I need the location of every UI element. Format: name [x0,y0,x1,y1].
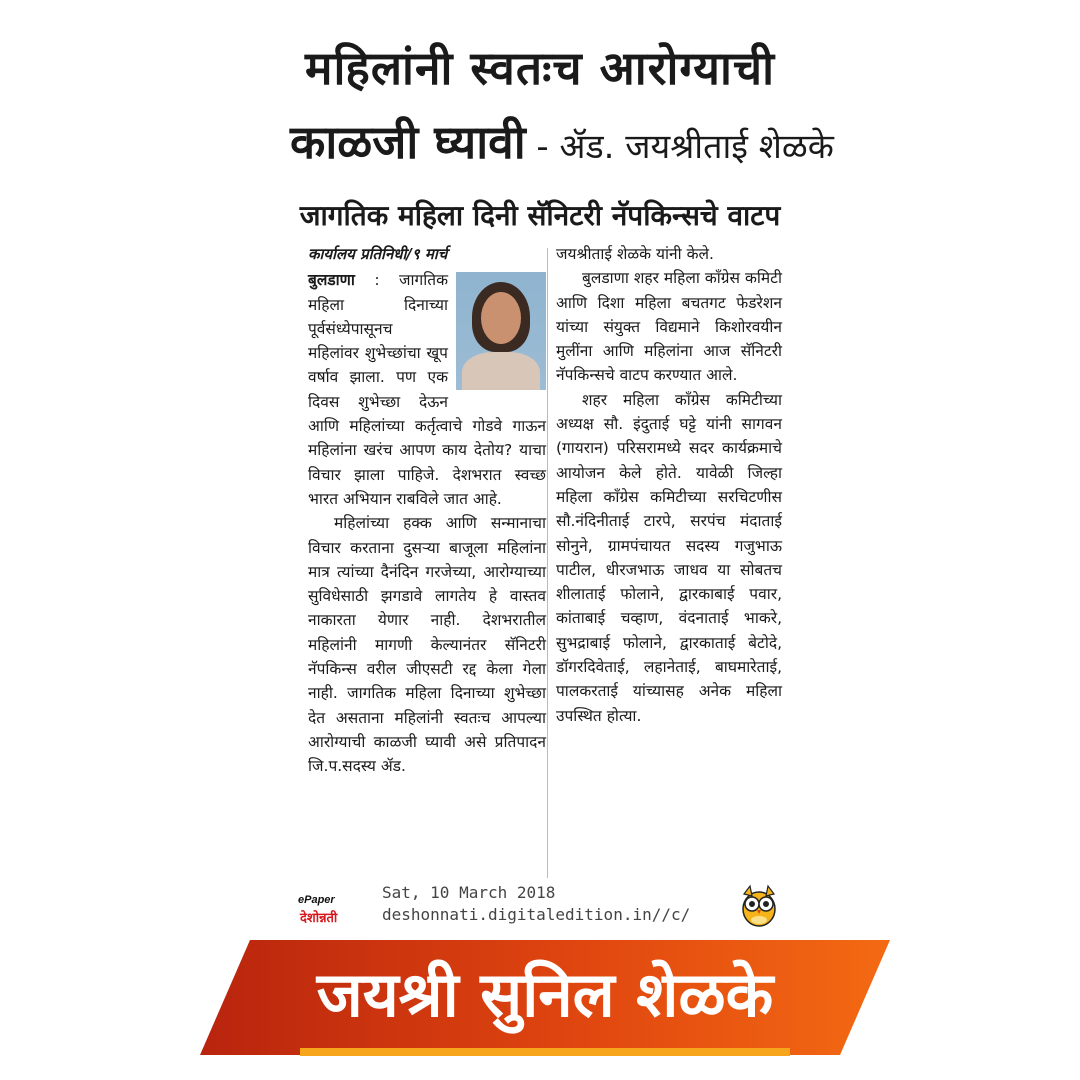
column-divider [547,248,548,878]
headline-line-1: महिलांनी स्वतःच आरोग्याची [305,41,775,95]
paragraph: महिलांच्या हक्क आणि सन्मानाचा विचार करताना दुसऱ्या बाजूला महिलांना मात्र त्यांच्या दैनंदिन गरजेच्या, आरोग्याच्या सुविधेसाठी झगडावे लागतेय हे वास्तव नाकारता येणार नाही. देशभरातील महिलांनी मागणी केल्यानंतर सॅनिटरी नॅपकिन्स वरील जीएसटी रद्द केला गेला नाही. जागतिक महिला दिनाच्या शुभेच्छा देत असताना महिलांनी स्वतःच आपल्या आरोग्याची काळजी घ्यावी असे प्रतिपादन जि.प.सदस्य ॲड. [308,514,546,776]
article-column-1 [308,242,546,779]
deshonnati-logo: ePaper देशोन्नती [298,894,338,925]
name-banner [200,940,890,1055]
author-photo [456,272,546,390]
article-column-2 [556,242,782,728]
headline-line-2 [290,112,834,177]
paragraph: शहर महिला काँग्रेस कमिटीच्या अध्यक्ष सौ. इंदुताई घट्टे यांनी सागवन (गायरान) परिसरामध्ये सदर कार्यक्रमाचे आयोजन केले होते. यावेळी जिल्हा महिला काँग्रेस कमिटीच्या सरचिटणीस सौ.नंदिनीताई टारपे, सरपंच मंदाताई सोनुने, ग्रामपंचायत सदस्य गजुभाऊ पाटील, धीरजभाऊ जाधव या सोबतच शीलाताई फोलाने, द्वारकाबाई पवार, कांताबाई चव्हाण, वंदनाताई भाकरे, सुभद्राबाई फोलाने, द्वारकाताई बेटोदे, डॉगरदिवेताई, लहानेताई, बाघमारेताई, पालकरताई यांच्यासह अनेक महिला उपस्थित होत्या. [556,390,782,725]
headline-author: - ॲड. जयश्रीताई शेळके [525,127,834,167]
edition-url[interactable]: deshonnati.digitaledition.in//c/ [382,905,691,924]
paragraph: जयश्रीताई शेळके यांनी केले. [556,245,714,263]
dateline: बुलडाणा [308,271,355,290]
headline-main: काळजी घ्यावी [290,115,526,169]
banner-name: जयश्री सुनिल शेळके [316,958,774,1031]
byline: कार्यालय प्रतिनिधी/९ मार्च [308,245,448,263]
newspaper-clipping [290,20,834,930]
epaper-footer [290,880,790,928]
owl-mascot-icon [738,882,780,928]
footer-text [382,882,690,926]
edition-date: Sat, 10 March 2018 [382,883,556,902]
paragraph: बुलडाणा शहर महिला काँग्रेस कमिटी आणि दिशा महिला बचतगट फेडरेशन यांच्या संयुक्त विद्यमाने किशोरवयीन मुलींना आणि महिलांना आज सॅनिटरी नॅपकिन्सचे वाटप करण्यात आले. [556,269,782,385]
subheadline: जागतिक महिला दिनी सॅनिटरी नॅपकिन्सचे वाटप [299,199,781,232]
paragraph: बुलडाणा : जागतिक महिला दिनाच्या पूर्वसंध्येपासूनच महिलांवर शुभेच्छांचा खूप वर्षाव झाला. पण एक दिवस शुभेच्छा देऊन आणि महिलांच्या कर्तृत्वाचे गोडवे गाऊन महिलांना खरंच आपण काय देतोय? याचा विचार झाला पाहिजे. देशभरात स्वच्छ भारत अभियान राबविले जात आहे. [308,271,546,508]
